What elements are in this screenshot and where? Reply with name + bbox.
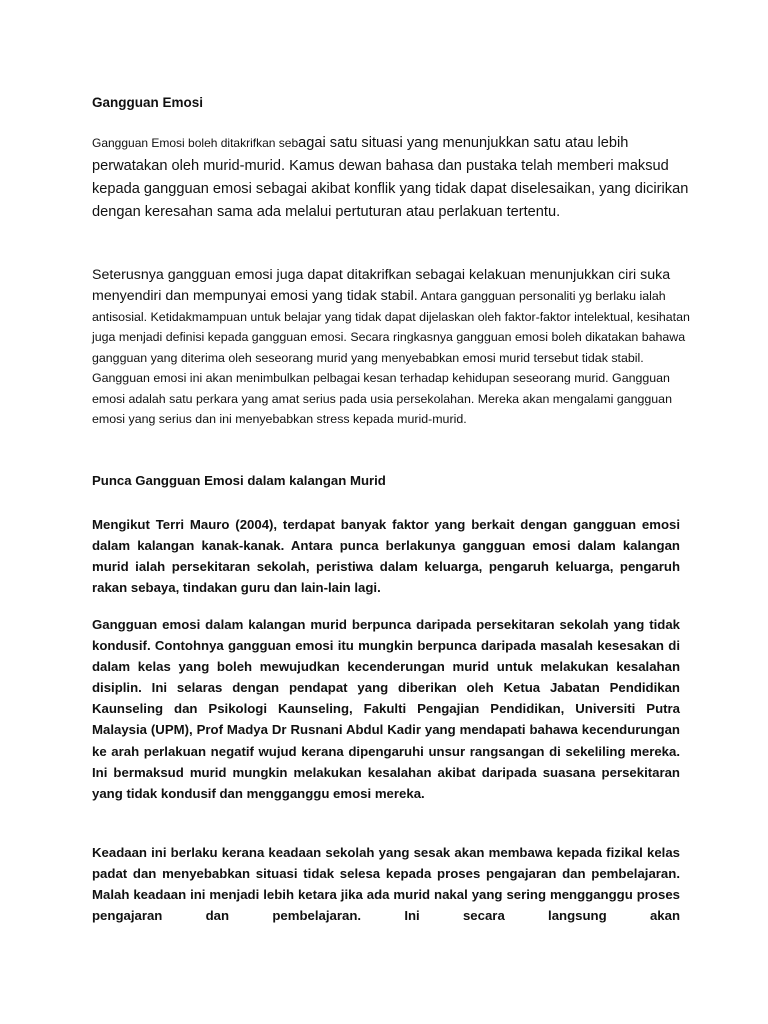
paragraph-elaboration-rest: Antara gangguan personaliti yg berlaku ialah antisosial. Ketidakmampuan untuk belajar yang tidak dapat dijelaskan oleh faktor-faktor intelektual, kesihatan juga menjadi definisi kepada gangguan emosi. Secara ringkasnya gangguan emosi boleh dikatakan bahawa gangguan yang diterima oleh seseorang murid yang menyebabkan emosi murid tersebut tidak stabil. Gangguan emosi ini akan menimbulkan pelbagai kesan terhadap kehidupan seseorang murid. Gangguan emosi adalah satu perkara yang amat serius pada usia persekolahan. Mereka akan mengalami gangguan emosi yang serius dan ini menyebabkan stress kepada murid-murid. xyxy=(92,289,690,427)
paragraph-elaboration-lead: Seterusnya gangguan emosi juga dapat ditakrifkan sebagai kelakuan menunjukkan ciri suka menyendiri dan mempunyai emosi yang tidak stabil. xyxy=(92,267,671,304)
paragraph-persekitaran: Gangguan emosi dalam kalangan murid berpunca daripada persekitaran sekolah yang tidak kondusif. Contohnya gangguan emosi itu mungkin berpunca daripada masalah kesesakan di dalam kelas yang boleh mewujudkan kecenderungan murid untuk melakukan kesalahan disiplin. Ini selaras dengan pendapat yang diberikan oleh Ketua Jabatan Pendidikan Kaunseling dan Psikologi Kaunseling, Fakulti Pengajian Pendidikan, Universiti Putra Malaysia (UPM), Prof Madya Dr Rusnani Abdul Kadir yang mendapati bahawa kecendurungan ke arah perlakuan negatif wujud kerana dipengaruhi unsur rangsangan di sekeliling mereka. Ini bermaksud murid mungkin melakukan kesalahan akibat daripada suasana persekitaran yang tidak kondusif dan mengganggu emosi mereka. xyxy=(92,617,680,801)
paragraph-definition-rest: agai satu situasi yang menunjukkan satu atau lebih perwatakan oleh murid-murid. Kamus dewan bahasa dan pustaka telah memberi maksud kepada gangguan emosi sebagai akibat konflik yang tidak dapat diselesaikan, yang dicirikan dengan keresahan sama ada melalui pertuturan atau perlakuan tertentu. xyxy=(92,135,689,220)
heading-punca: Punca Gangguan Emosi dalam kalangan Murid xyxy=(92,473,386,488)
paragraph-terri-mauro: Mengikut Terri Mauro (2004), terdapat banyak faktor yang berkait dengan gangguan emosi dalam kalangan kanak-kanak. Antara punca berlakunya gangguan emosi dalam kalangan murid ialah persekitaran sekolah, peristiwa dalam keluarga, pengaruh keluarga, pengaruh rakan sebaya, tindakan guru dan lain-lain lagi. xyxy=(92,517,680,596)
heading-gangguan-emosi: Gangguan Emosi xyxy=(92,95,204,110)
paragraph-definition xyxy=(92,132,692,224)
paragraph-definition-lead: Gangguan Emosi boleh ditakrifkan seb xyxy=(92,136,299,150)
paragraph-keadaan: Keadaan ini berlaku kerana keadaan sekolah yang sesak akan membawa kepada fizikal kelas padat dan menyebabkan situasi tidak selesa kepada proses pengajaran dan pembelajaran. Malah keadaan ini menjadi lebih ketara jika ada murid nakal yang sering mengganggu proses pengajaran dan pembelajaran. Ini secara langsung akan xyxy=(92,845,680,924)
paragraph-elaboration xyxy=(92,265,692,429)
